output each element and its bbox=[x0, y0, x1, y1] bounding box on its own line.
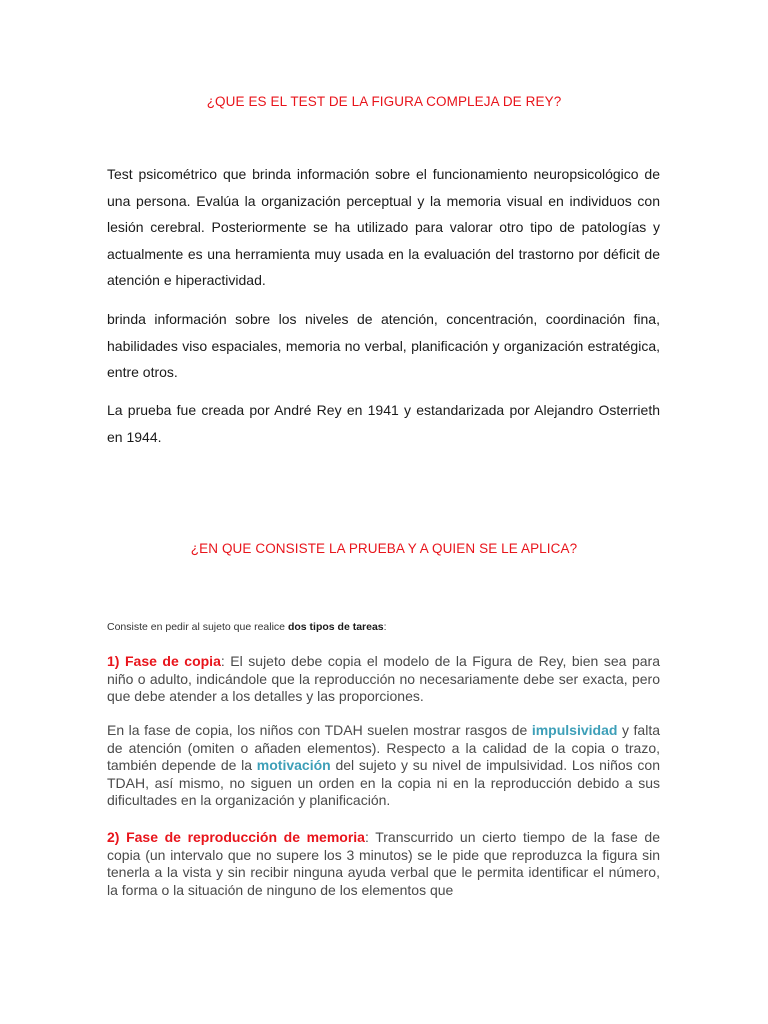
term-motivacion: motivación bbox=[256, 757, 331, 773]
paragraph-fase-memoria bbox=[107, 829, 660, 899]
tdah-text-c: del sujeto y su nivel de impulsividad. Los niños con TDAH, así mismo, no siguen un orden en la copia ni en la reproducción debido a sus dificultades en la organización y planificación. bbox=[107, 757, 660, 808]
intro-bold: dos tipos de tareas bbox=[287, 621, 384, 633]
paragraph-definition: Test psicométrico que brinda información sobre el funcionamiento neuropsicológico de una persona. Evalúa la organización perceptual y la memoria visual en individuos con lesión cerebral. Posteriormente se ha utilizado para valorar otro tipo de patologías y actualmente es una herramienta muy usada en la evaluación del trastorno por déficit de atención e hiperactividad. bbox=[107, 166, 660, 289]
paragraph-tdah bbox=[107, 722, 660, 810]
section-heading-2: ¿EN QUE CONSISTE LA PRUEBA Y A QUIEN SE LE APLICA? bbox=[190, 541, 578, 556]
tdah-text-b: y falta de atención (omiten o añaden elementos). Respecto a la calidad de la copia o trazo, también depende de la bbox=[107, 722, 660, 773]
paragraph-history: La prueba fue creada por André Rey en 1941 y estandarizada por Alejandro Osterrieth en 1944. bbox=[107, 402, 660, 445]
fase-memoria-text: : Transcurrido un cierto tiempo de la fase de copia (un intervalo que no supere los 3 minutos) se le pide que reproduzca la figura sin tenerla a la vista y sin recibir ninguna ayuda verbal que le permita identificar el número, la forma o la situación de ninguno de los elementos que bbox=[107, 829, 660, 898]
paragraph-fase-copia bbox=[107, 653, 660, 706]
section-heading-1: ¿QUE ES EL TEST DE LA FIGURA COMPLEJA DE REY? bbox=[206, 94, 562, 109]
fase-copia-text: : El sujeto debe copia el modelo de la Figura de Rey, bien sea para niño o adulto, indicándole que la reproducción no necesariamente debe ser exacta, pero que debe atender a los detalles y las proporciones. bbox=[107, 653, 660, 704]
fase-copia-label: 1) Fase de copia bbox=[107, 653, 221, 669]
intro-line bbox=[107, 620, 660, 634]
intro-end: : bbox=[383, 621, 387, 633]
fase-memoria-label: 2) Fase de reproducción de memoria bbox=[107, 829, 365, 845]
intro-text: Consiste en pedir al sujeto que realice bbox=[107, 621, 288, 633]
paragraph-information: brinda información sobre los niveles de atención, concentración, coordinación fina, habilidades viso espaciales, memoria no verbal, planificación y organización estratégica, entre otros. bbox=[107, 311, 660, 381]
tdah-text-a: En la fase de copia, los niños con TDAH suelen mostrar rasgos de bbox=[107, 722, 532, 738]
term-impulsividad: impulsividad bbox=[531, 722, 618, 738]
